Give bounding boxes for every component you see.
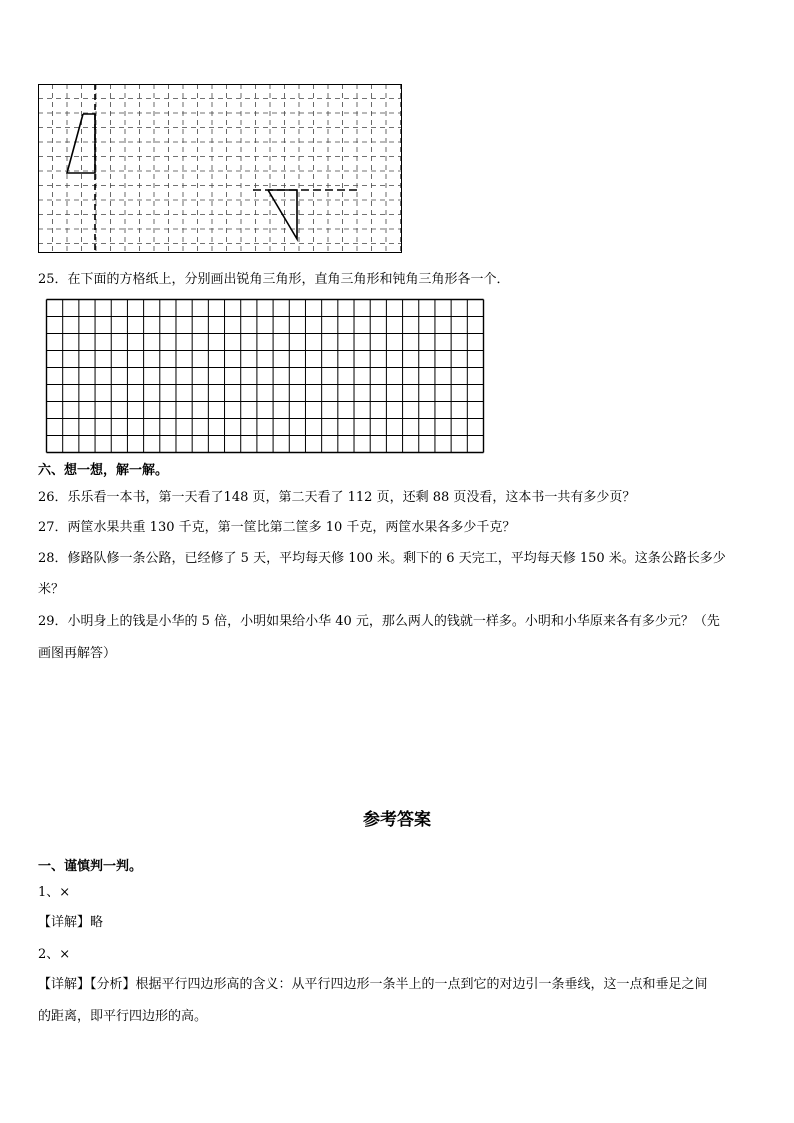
question-28-line2: 米？	[38, 582, 65, 597]
square-grid-paper[interactable]	[46, 299, 484, 453]
answer-1-label: 1、×	[38, 885, 71, 900]
question-27: 27．两筐水果共重 130 千克，第一筐比第二筐多 10 千克，两筐水果各多少千克？	[38, 520, 516, 535]
answers-section-1: 一、谨慎判一判。	[38, 859, 143, 874]
trapezoid-shape	[67, 114, 95, 173]
question-29-line1: 29．小明身上的钱是小华的 5 倍，小明如果给小华 40 元，那么两人的钱就一样多。小明和小华原来各有多少元？（先	[38, 614, 720, 629]
dashed-grid-figure	[38, 84, 402, 254]
answer-1-detail: 【详解】略	[38, 915, 104, 930]
answer-2-detail-line2: 的距离，即平行四边形的高。	[38, 1009, 208, 1024]
answers-title: 参考答案	[363, 810, 431, 830]
answer-2-detail-line1: 【详解】【分析】根据平行四边形高的含义：从平行四边形一条半上的一点到它的对边引一条垂线，这一点和垂足之间	[38, 977, 708, 992]
question-26: 26．乐乐看一本书，第一天看了148 页，第二天看了 112 页，还剩 88 页没看，这本书一共有多少页？	[38, 490, 636, 505]
question-29-line2: 画图再解答）	[38, 646, 117, 661]
question-25: 25．在下面的方格纸上，分别画出锐角三角形，直角三角形和钝角三角形各一个．	[38, 272, 510, 287]
section-6-heading: 六、想一想，解一解。	[38, 463, 169, 478]
square-grid-lines	[47, 300, 484, 453]
answer-2-label: 2、×	[38, 947, 71, 962]
dashed-grid-lines	[38, 84, 402, 253]
dashed-grid-border	[39, 85, 402, 253]
question-28-line1: 28．修路队修一条公路，已经修了 5 天，平均每天修 100 米。剩下的 6 天完工，平均每天修 150 米。这条公路长多少	[38, 551, 726, 566]
